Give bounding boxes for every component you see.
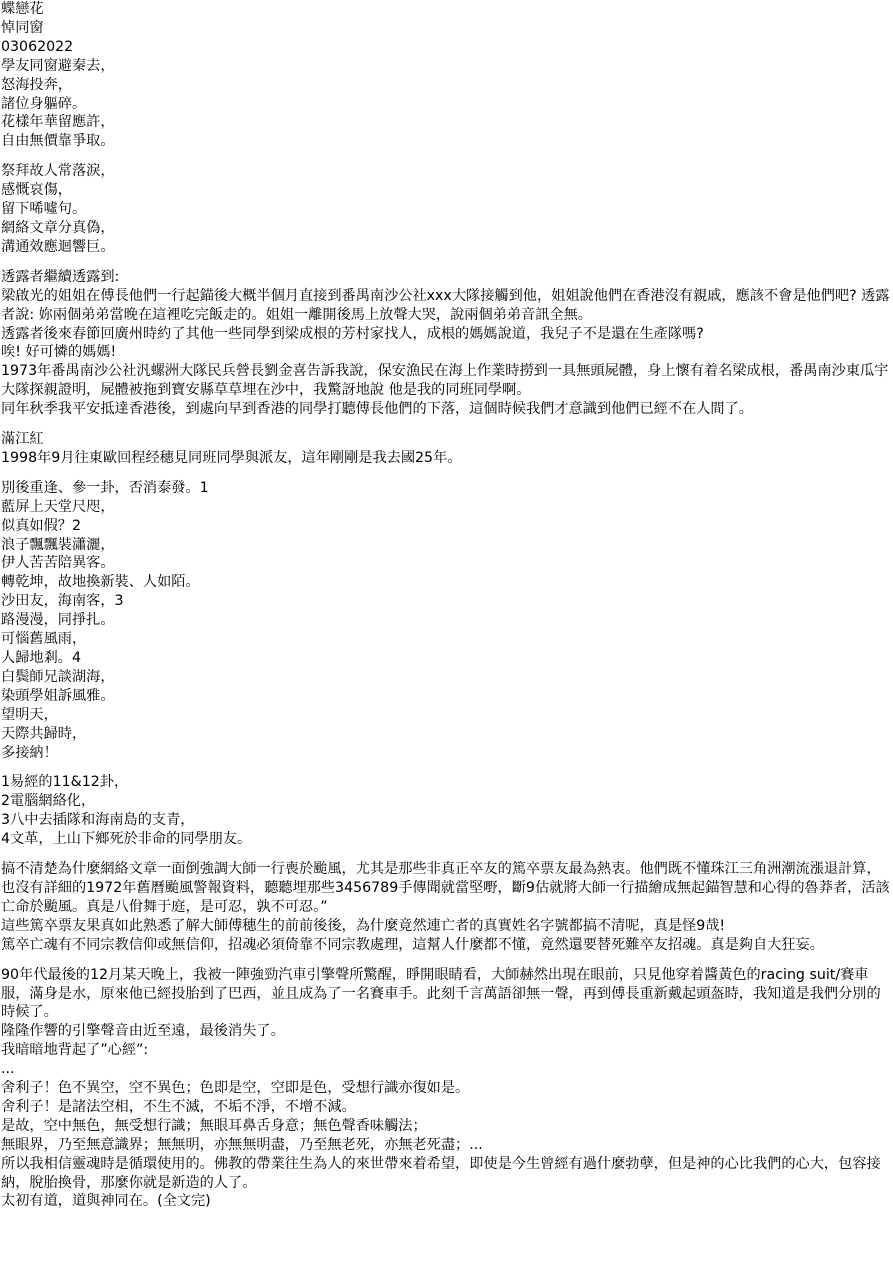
poem-body [1, 479, 891, 763]
ending-paragraph: 隆隆作響的引擎聲音由近至遠，最後消失了。 [1, 1023, 285, 1040]
poem-man-jiang-hong [1, 430, 891, 468]
ellipsis: ... [1, 1061, 15, 1078]
account-paragraph: 梁啟光的姐姐在傅長他們一行起錨後大概半個月直接到番禺南沙公社xxx大隊接觸到他，姐姐說他們在香港沒有親戚，應該不會是他們吧? 透露者說: 妳兩個弟弟當晚在這裡吃完飯走的。姐姐一離開後馬上放聲大哭，說兩個弟弟音訊全無。 [1, 287, 890, 323]
ending-section [1, 966, 891, 1212]
poem-subtitle: 悼同窗 [1, 19, 44, 36]
sutra-line: 是故，空中無色，無受想行識；無眼耳鼻舌身意；無色聲香味觸法； [1, 1117, 427, 1134]
sutra-line: 舍利子！色不異空，空不異色；色即是空，空即是色，受想行識亦復如是。 [1, 1080, 470, 1097]
spacer [1, 151, 891, 162]
spacer [1, 849, 891, 860]
account-paragraph: 唉! 好可憐的媽媽! [1, 344, 117, 361]
poem-line: 望明天， [1, 706, 58, 723]
poem-line: 似真如假？2 [1, 517, 81, 534]
spacer [1, 468, 891, 479]
account-paragraph: 同年秋季我平安抵達香港後，到處向早到香港的同學打聽傅長他們的下落，這個時候我們才意識到他們已經不在人間了。 [1, 401, 753, 418]
account-paragraph: 透露者後來春節回廣州時約了其他一些同學到梁成根的芳村家找人，成根的媽媽說道，我兒子不是還在生產隊嗎? [1, 325, 704, 342]
poem-line: 溝通效應迴響巨。 [1, 238, 115, 255]
poem-stanza-2 [1, 162, 891, 257]
poem-title: 蝶戀花 [1, 1, 44, 17]
commentary-paragraph: 這些篤卒票友果真如此熟悉了解大師傅穗生的前前後後，為什麼竟然連亡者的真實姓名字號都搞不清呢，真是怪9哉! [1, 917, 726, 934]
footnote: 2電腦網絡化， [1, 793, 96, 810]
poem-die-lian-hua [1, 0, 891, 151]
poem-line: 別後重逢、參一卦，否消泰發。1 [1, 479, 209, 496]
poem-line: 自由無價靠爭取。 [1, 133, 115, 150]
poem-line: 天際共歸時， [1, 725, 87, 742]
commentary-section [1, 860, 891, 955]
poem-line: 留下唏噓句。 [1, 201, 87, 218]
poem-intro: 1998年9月往東歐回程经穗見同班同學與派友，這年剛剛是我去國25年。 [1, 449, 462, 466]
poem-line: 白鬓師兄談湖海， [1, 668, 115, 685]
poem-notes [1, 773, 891, 849]
sutra-line: 無眼界，乃至無意識界；無無明，亦無無明盡，乃至無老死，亦無老死盡；... [1, 1136, 483, 1153]
poem-line: 怒海投奔， [1, 76, 72, 93]
poem-line: 可惱舊風雨， [1, 631, 87, 648]
account-section [1, 268, 891, 419]
poem-line: 藍屏上天堂尺咫， [1, 498, 115, 515]
footnote: 3八中去插隊和海南島的支青， [1, 812, 195, 829]
poem-date: 03062022 [1, 38, 74, 55]
commentary-paragraph: 搞不清楚為什麼網絡文章一面倒強調大師一行喪於颱風，尤其是那些非真正卒友的篤卒票友最為熱衷。他們既不懂珠江三角洲潮流漲退計算，也沒有詳細的1972年舊曆颱風警報資料，聽聽埋那些3456789手傳聞就當堅嘢，斷9估就將大師一行描繪成無起錨智慧和心得的魯莽者，活該亡命於颱風。真是八佾舞于庭，是可忍，孰不可忍。” [1, 861, 890, 915]
poem-line: 路漫漫，同掙扎。 [1, 612, 115, 629]
poem-line: 人歸地剎。4 [1, 650, 81, 666]
commentary-paragraph: 篤卒亡魂有不同宗教信仰或無信仰，招魂必須倚靠不同宗教處理，這幫人什麼都不懂，竟然還要替死難卒友招魂。真是夠自大狂妄。 [1, 936, 824, 953]
poem-line: 祭拜故人常落淚， [1, 163, 115, 180]
poem-line: 伊人苦苦陪異客。 [1, 555, 115, 572]
sutra-line: 舍利子！是諸法空相，不生不滅，不垢不淨，不增不減。 [1, 1098, 356, 1115]
poem-line: 感慨哀傷， [1, 182, 72, 199]
poem-title: 滿江紅 [1, 431, 44, 448]
account-paragraph: 1973年番禺南沙公社汎螺洲大隊民兵營長劉金喜告訴我說，保安漁民在海上作業時撈到一具無頭屍體，身上懷有着名梁成根，番禺南沙東瓜宇大隊探親證明，屍體被拖到寶安縣草草埋在沙中，我驚訝地說 他是我的同班同學啊。 [1, 363, 889, 399]
spacer [1, 257, 891, 268]
ending-paragraph: 90年代最後的12月某天晚上，我被一陣強勁汽車引擎聲所驚醒，睜開眼睛看，大師赫然出現在眼前，只見他穿着醬黃色的racing suit/賽車服，滿身是水，原來他已經投胎到了巴西，並且成為了一名賽車手。此刻千言萬語卻無一聲，再到傅長重新戴起頭盔時，我知道是我們分別的時候了。 [1, 966, 881, 1021]
ending-paragraph: 所以我相信靈魂時是循環使用的。佛教的帶業往生為人的來世帶來着希望，即使是今生曾經有過什麼勃孽，但是神的心比我們的心大，包容接納，脫胎換骨，那麼你就是新造的人了。 [1, 1155, 881, 1191]
spacer [1, 762, 891, 773]
spacer [1, 419, 891, 430]
poem-line: 網絡文章分真偽， [1, 219, 115, 236]
poem-line: 染頭學姐訴風雅。 [1, 687, 115, 704]
poem-line: 轉乾坤，故地換新裝、人如陌。 [1, 574, 200, 591]
poem-line: 花樣年華留應許， [1, 114, 115, 131]
account-heading: 透露者繼續透露到: [1, 268, 120, 285]
ending-paragraph: 我暗暗地背起了”心經”: [1, 1042, 149, 1059]
poem-line: 學友同窗避秦去， [1, 57, 115, 74]
footnote: 4文革，上山下鄉死於非命的同學朋友。 [1, 831, 252, 848]
spacer [1, 955, 891, 966]
ending-closing-line: 太初有道，道與神同在。(全文完) [1, 1193, 211, 1210]
poem-line: 多接納！ [1, 744, 58, 761]
poem-line: 浪子飄飄裝瀟灑， [1, 536, 115, 553]
poem-line: 諸位身軀碎。 [1, 95, 87, 112]
footnote: 1易經的11&12卦， [1, 774, 129, 791]
poem-line: 沙田友，海南客，3 [1, 593, 124, 610]
